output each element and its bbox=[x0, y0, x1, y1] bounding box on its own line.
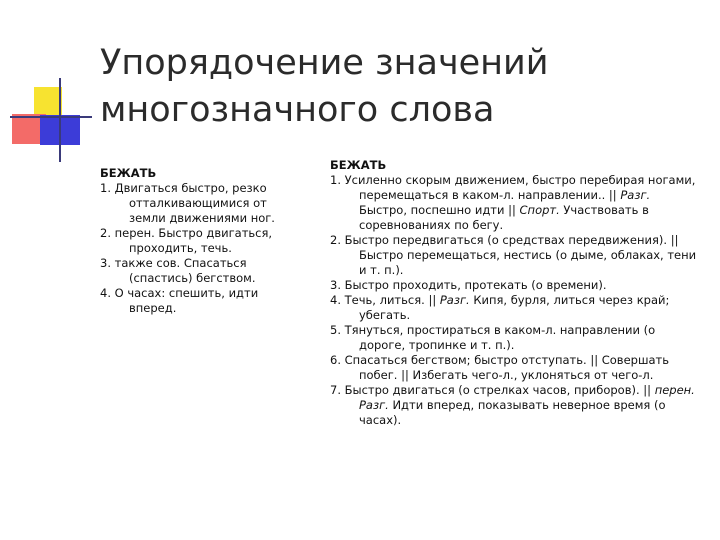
right-entry-4-label-razg: Разг. bbox=[439, 293, 470, 307]
left-headword: БЕЖАТЬ bbox=[100, 166, 157, 180]
right-entry-7 bbox=[330, 383, 700, 428]
right-entry-7-text-a: 7. Быстро двигаться (о стрелках часов, приборов). || bbox=[330, 383, 655, 397]
slide-title-line-2: многозначного слова bbox=[100, 90, 495, 130]
right-entry-5: 5. Тянуться, простираться в каком-л. направлении (о дороге, тропинке и т. п.). bbox=[330, 323, 656, 352]
yellow-square-shape bbox=[34, 87, 62, 117]
right-headword: БЕЖАТЬ bbox=[330, 158, 387, 172]
right-entry-7-label-peren-razg: перен. Разг. bbox=[359, 383, 695, 412]
right-entry-2: 2. Быстро передвигаться (о средствах передвижения). || Быстро перемещаться, нестись (о дыме, облаках, тени и т. п.). bbox=[330, 233, 697, 277]
right-entry-1-text-e: Участвовать в соревнованиях по бегу. bbox=[359, 203, 649, 232]
right-entry-1-label-sport: Спорт. bbox=[519, 203, 560, 217]
right-definition-column bbox=[330, 158, 700, 428]
horizontal-line-shape bbox=[10, 116, 92, 118]
slide-title-line-1: Упорядочение значений bbox=[100, 43, 549, 83]
right-entry-4-text-a: 4. Течь, литься. || bbox=[330, 293, 440, 307]
right-entry-4-text-c: Кипя, бурля, литься через край; убегать. bbox=[359, 293, 670, 322]
right-entry-6: 6. Спасаться бегством; быстро отступать. || Совершать побег. || Избегать чего-л., уклоняться от чего-л. bbox=[330, 353, 669, 382]
right-entry-3: 3. Быстро проходить, протекать (о времени). bbox=[330, 278, 607, 292]
right-entry-7-text-c: Идти вперед, показывать неверное время (о часах). bbox=[359, 398, 666, 427]
right-entry-1-text-a: 1. Усиленно скорым движением, быстро перебирая ногами, перемещаться в каком-л. направлении.. || bbox=[330, 173, 696, 202]
right-entry-1 bbox=[330, 173, 700, 233]
vertical-line-shape bbox=[59, 78, 61, 162]
left-entry-1: 1. Двигаться быстро, резко отталкивающимися от земли движениями ног. bbox=[100, 181, 275, 225]
left-entry-3: 3. также сов. Спасаться (спастись) бегством. bbox=[100, 256, 256, 285]
left-entry-4: 4. О часах: спешить, идти вперед. bbox=[100, 286, 259, 315]
left-definition-column bbox=[100, 166, 285, 316]
slide-logo-decoration bbox=[0, 0, 100, 170]
right-entry-1-text-c: Быстро, поспешно идти || bbox=[359, 203, 520, 217]
right-entry-4 bbox=[330, 293, 700, 323]
right-entry-1-label-razg: Разг. bbox=[620, 188, 651, 202]
left-entry-2: 2. перен. Быстро двигаться, проходить, течь. bbox=[100, 226, 273, 255]
slide-title bbox=[100, 40, 700, 134]
